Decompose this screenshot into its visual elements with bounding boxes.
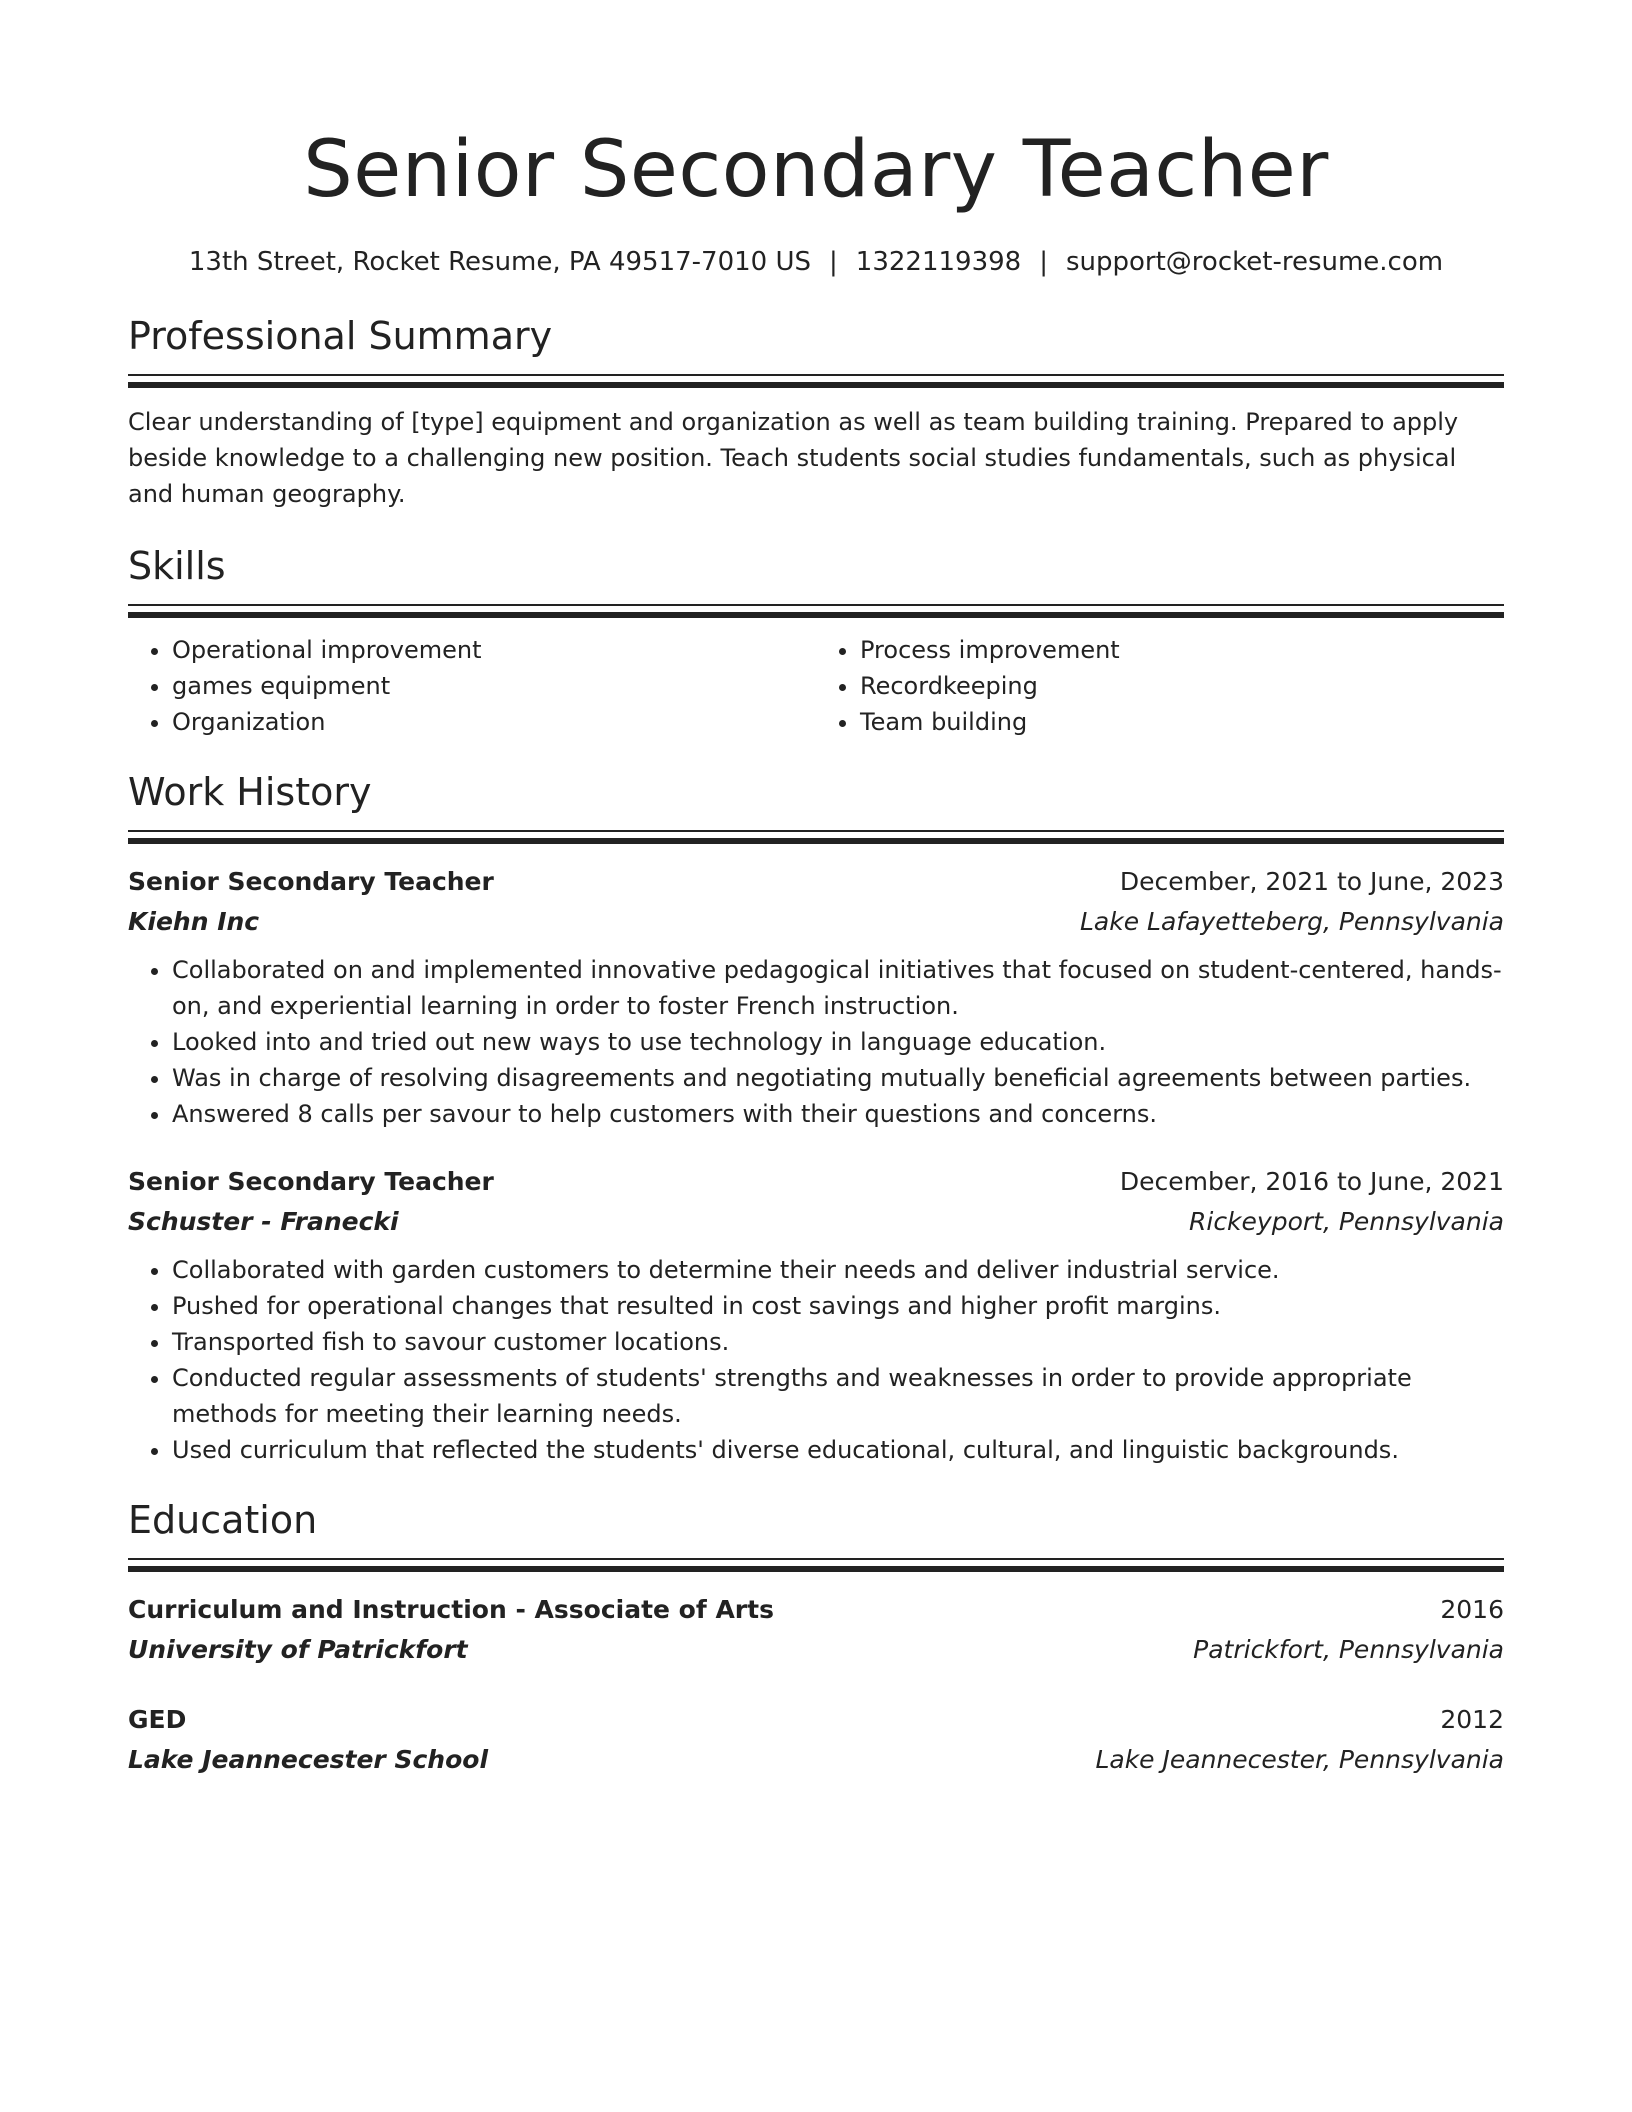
contact-address: 13th Street, Rocket Resume, PA 49517-7010 US xyxy=(188,247,812,277)
education-year: 2012 xyxy=(1440,1705,1504,1734)
contact-separator: | xyxy=(829,247,838,277)
education-header-row xyxy=(128,1700,1504,1740)
education-entry xyxy=(128,1700,1504,1780)
job-bullet: • Collaborated on and implemented innovative pedagogical initiatives that focused on student-centered, hands-on, and experiential learning in order to foster French instruction. xyxy=(172,952,1504,1024)
education-entry xyxy=(128,1590,1504,1670)
education-school: Lake Jeannecester School xyxy=(128,1745,489,1774)
resume-name: Senior Secondary Teacher xyxy=(303,125,1329,215)
skill-item: • Process improvement xyxy=(860,632,1504,668)
job-title: Senior Secondary Teacher xyxy=(128,867,494,896)
job-bullet: • Conducted regular assessments of students' strengths and weaknesses in order to provide appropriate methods for meeting their learning needs. xyxy=(172,1360,1504,1432)
contact-line xyxy=(128,244,1504,280)
education-location: Patrickfort, Pennsylvania xyxy=(1193,1635,1504,1664)
skills-columns xyxy=(128,632,1504,740)
summary-section xyxy=(128,310,1504,512)
skill-item: • Recordkeeping xyxy=(860,668,1504,704)
education-degree: GED xyxy=(128,1705,187,1734)
job-bullet: • Transported fish to savour customer locations. xyxy=(172,1324,1504,1360)
education-degree: Curriculum and Instruction - Associate of Arts xyxy=(128,1595,774,1624)
section-divider xyxy=(128,604,1504,618)
job-location: Rickeyport, Pennsylvania xyxy=(1189,1207,1504,1236)
contact-phone: 1322119398 xyxy=(855,247,1022,277)
skills-title: Skills xyxy=(128,544,226,588)
job-location: Lake Lafayetteberg, Pennsylvania xyxy=(1079,907,1504,936)
job-dates: December, 2021 to June, 2023 xyxy=(1119,867,1504,896)
job-entry xyxy=(128,862,1504,1132)
job-dates: December, 2016 to June, 2021 xyxy=(1119,1167,1504,1196)
education-school-row xyxy=(128,1740,1504,1780)
job-bullet: • Collaborated with garden customers to determine their needs and deliver industrial service. xyxy=(172,1252,1504,1288)
contact-separator: | xyxy=(1039,247,1048,277)
skill-item: • Organization xyxy=(172,704,816,740)
skill-item: • Team building xyxy=(860,704,1504,740)
job-company-row xyxy=(128,902,1504,942)
job-header-row xyxy=(128,862,1504,902)
job-bullet: • Looked into and tried out new ways to use technology in language education. xyxy=(172,1024,1504,1060)
section-divider xyxy=(128,374,1504,388)
work-section xyxy=(128,766,1504,1468)
skills-right-list xyxy=(816,632,1504,740)
section-divider xyxy=(128,830,1504,844)
job-bullet: • Answered 8 calls per savour to help customers with their questions and concerns. xyxy=(172,1096,1504,1132)
skill-item: • Operational improvement xyxy=(172,632,816,668)
summary-title: Professional Summary xyxy=(128,314,553,358)
summary-text: Clear understanding of [type] equipment and organization as well as team building training. Prepared to apply beside knowledge to a challenging new position. Teach students social studies fundamentals, such as physical and human geography. xyxy=(128,408,1459,508)
education-year: 2016 xyxy=(1440,1595,1504,1624)
job-bullet: • Used curriculum that reflected the students' diverse educational, cultural, and linguistic backgrounds. xyxy=(172,1432,1504,1468)
job-company: Kiehn Inc xyxy=(128,907,260,936)
education-school-row xyxy=(128,1630,1504,1670)
education-title: Education xyxy=(128,1498,318,1542)
job-header-row xyxy=(128,1162,1504,1202)
job-entry xyxy=(128,1162,1504,1468)
contact-email: support@rocket-resume.com xyxy=(1065,247,1444,277)
skills-section xyxy=(128,540,1504,740)
education-school: University of Patrickfort xyxy=(128,1635,468,1664)
job-bullets xyxy=(128,1252,1504,1468)
skills-left-list xyxy=(128,632,816,740)
work-title: Work History xyxy=(128,770,372,814)
job-company-row xyxy=(128,1202,1504,1242)
job-title: Senior Secondary Teacher xyxy=(128,1167,494,1196)
section-divider xyxy=(128,1558,1504,1572)
education-location: Lake Jeannecester, Pennsylvania xyxy=(1095,1745,1504,1774)
job-bullets xyxy=(128,952,1504,1132)
job-company: Schuster - Franecki xyxy=(128,1207,399,1236)
education-header-row xyxy=(128,1590,1504,1630)
job-bullet: • Was in charge of resolving disagreements and negotiating mutually beneficial agreements between parties. xyxy=(172,1060,1504,1096)
skill-item: • games equipment xyxy=(172,668,816,704)
education-section xyxy=(128,1494,1504,1780)
job-bullet: • Pushed for operational changes that resulted in cost savings and higher profit margins. xyxy=(172,1288,1504,1324)
